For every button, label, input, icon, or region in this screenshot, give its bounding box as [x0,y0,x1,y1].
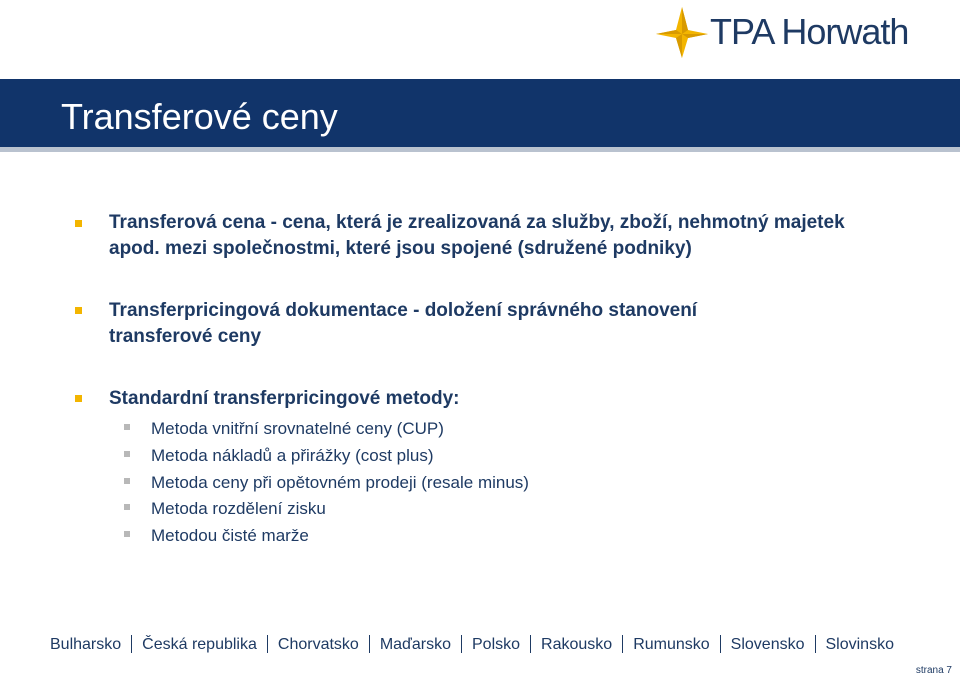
footer-separator [720,635,721,653]
sub-bullet-item: Metoda rozdělení zisku [151,499,326,518]
footer-country: Maďarsko [379,636,451,653]
footer-country: Bulharsko [50,636,122,653]
sub-bullet-item: Metoda ceny při opětovném prodeji (resale minus) [151,473,529,492]
footer-country: Rumunsko [633,636,710,653]
footer-separator [461,635,462,653]
footer-country: Slovinsko [825,636,894,653]
sub-bullet-marker-icon [124,478,130,484]
sub-bullet-item: Metodou čisté marže [151,526,309,545]
bullet-marker-icon [75,307,82,314]
footer-country-list [50,635,894,654]
footer-separator [131,635,132,653]
footer-country: Chorvatsko [277,636,359,653]
footer-country: Polsko [472,636,521,653]
sub-bullet-marker-icon [124,504,130,510]
sub-bullet-marker-icon [124,531,130,537]
bullet-marker-icon [75,395,82,402]
bullet-marker-icon [75,220,82,227]
bullet-item: Transferpricingová dokumentace - doložení správného stanovení transferové ceny [109,300,698,347]
footer-country: Rakousko [541,636,613,653]
bullet-item: Standardní transferpricingové metody: [109,388,460,409]
footer-separator [369,635,370,653]
footer-separator [530,635,531,653]
footer-separator [622,635,623,653]
footer-separator [267,635,268,653]
footer-separator [815,635,816,653]
sub-bullet-item: Metoda nákladů a přirážky (cost plus) [151,446,434,465]
footer-country: Slovensko [730,636,805,653]
bullet-item: Transferová cena - cena, která je zrealizovaná za služby, zboží, nehmotný majetek apod. mezi společnostmi, které jsou spojené (sdružené podniky) [109,212,845,259]
sub-bullet-marker-icon [124,451,130,457]
logo-text: TPA Horwath [710,11,909,52]
footer-country: Česká republika [142,636,257,653]
slide-title: Transferové ceny [61,96,338,137]
page-number: strana 7 [915,665,952,676]
sub-bullet-item: Metoda vnitřní srovnatelné ceny (CUP) [151,419,444,438]
sub-bullet-marker-icon [124,424,130,430]
